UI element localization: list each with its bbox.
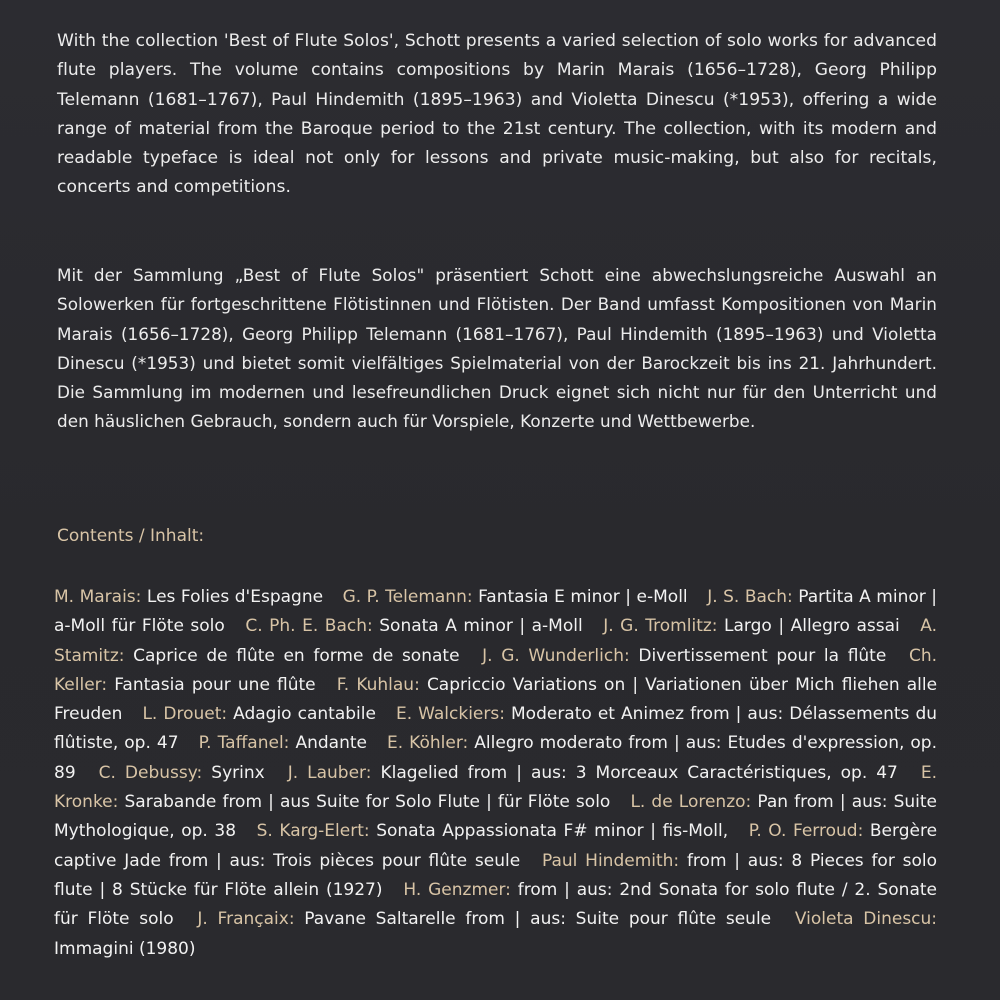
entry-composer: E. Köhler: bbox=[387, 733, 469, 754]
intro-german: Mit der Sammlung „Best of Flute Solos" präsentiert Schott eine abwechslungsreiche Auswahl an Solowerken für fortgeschrittene Flötistinnen und Flötisten. Der Band umfasst Kompositionen von Marin Marais (1656–1728), Georg Philipp Telemann (1681–1767), Paul Hindemith (1895–1963) und Violetta Dinescu (*1953) und bietet somit vielfältiges Spielmaterial von der Barockzeit bis ins 21. Jahrhundert. Die Sammlung im modernen und lesefreundlichen Druck eignet sich nicht nur für den Unterricht und den häuslichen Gebrauch, sondern auch für Vorspiele, Konzerte und Wettbewerbe. bbox=[57, 265, 937, 432]
entry-composer: E. Kronke: bbox=[54, 762, 938, 813]
entry-composer: L. de Lorenzo: bbox=[630, 792, 752, 813]
entry-work: Fantasia pour une flûte bbox=[114, 674, 316, 695]
entry-composer: J. S. Bach: bbox=[707, 587, 793, 607]
entry-composer: E. Walckiers: bbox=[395, 704, 505, 725]
entry-work: Capriccio Variations on | Variationen über Mich fliehen alle Freuden bbox=[54, 674, 938, 725]
entry-composer: J. G. Wunderlich: bbox=[482, 645, 630, 666]
entry-composer: P. Taffanel: bbox=[198, 733, 290, 754]
entry-work: Moderato et Animez from | aus: Délassements du flûtiste, op. 47 bbox=[54, 704, 938, 754]
contents-entry bbox=[199, 733, 367, 753]
entry-composer: J. G. Tromlitz: bbox=[603, 616, 718, 637]
entry-work: Klagelied from | aus: 3 Morceaux Caractéristiques, op. 47 bbox=[380, 762, 898, 783]
entry-composer: Ch. Keller: bbox=[54, 645, 938, 695]
contents-entry bbox=[482, 646, 886, 666]
contents-entry bbox=[142, 704, 375, 724]
contents-entry bbox=[197, 909, 771, 929]
entry-work: Andante bbox=[295, 733, 367, 754]
entry-composer: C. Ph. E. Bach: bbox=[245, 616, 373, 637]
entry-work: Fantasia E minor | e-Moll bbox=[478, 587, 688, 607]
entry-composer: Violeta Dinescu: bbox=[794, 909, 938, 930]
entry-work: Allegro moderato from | aus: Etudes d'expression, op. 89 bbox=[54, 733, 938, 783]
entry-work: Pavane Saltarelle from | aus: Suite pour flûte seule bbox=[304, 909, 772, 930]
entry-work: Sonata A minor | a-Moll bbox=[379, 616, 583, 637]
contents-heading: Contents / Inhalt: bbox=[57, 526, 205, 546]
entry-composer: J. Françaix: bbox=[197, 909, 295, 930]
entry-work: Syrinx bbox=[211, 762, 265, 783]
entry-work: from | aus: 2nd Sonata for solo flute / 2. Sonate für Flöte solo bbox=[54, 879, 937, 930]
entry-composer: A. Stamitz: bbox=[54, 616, 938, 666]
entry-composer: P. O. Ferroud: bbox=[748, 821, 864, 842]
entry-work: Adagio cantabile bbox=[233, 704, 376, 725]
entry-work: Les Folies d'Espagne bbox=[146, 587, 324, 607]
entry-work: Largo | Allegro assai bbox=[724, 616, 900, 637]
entry-composer: M. Marais: bbox=[54, 587, 142, 607]
contents-entry bbox=[54, 587, 323, 607]
entry-work: Sarabande from | aus Suite for Solo Flute | für Flöte solo bbox=[124, 792, 611, 813]
contents-entry bbox=[99, 763, 265, 783]
contents-list bbox=[54, 583, 937, 964]
entry-work: Pan from | aus: Suite Mythologique, op. 38 bbox=[54, 792, 937, 842]
entry-composer: Paul Hindemith: bbox=[541, 850, 680, 871]
entry-work: Bergère captive Jade from | aus: Trois pièces pour flûte seule bbox=[54, 821, 938, 871]
contents-entry bbox=[257, 821, 729, 841]
entry-composer: L. Drouet: bbox=[142, 704, 228, 725]
entry-work: Partita A minor | a-Moll für Flöte solo bbox=[54, 587, 937, 637]
entry-composer: C. Debussy: bbox=[98, 762, 203, 783]
entry-composer: S. Karg-Elert: bbox=[256, 821, 370, 842]
contents-entry bbox=[288, 763, 898, 783]
entry-composer: J. Lauber: bbox=[287, 762, 372, 783]
contents-entry bbox=[245, 616, 582, 636]
entry-work: Sonata Appassionata F# minor | fis-Moll, bbox=[376, 821, 729, 842]
entry-composer: H. Genzmer: bbox=[403, 879, 511, 900]
entry-composer: G. P. Telemann: bbox=[342, 587, 473, 607]
contents-entry bbox=[343, 587, 688, 607]
entry-work: Divertissement pour la flûte bbox=[638, 645, 887, 666]
entry-composer: F. Kuhlau: bbox=[336, 674, 420, 695]
entry-work: from | aus: 8 Pieces for solo flute | 8 Stücke für Flöte allein (1927) bbox=[54, 850, 937, 900]
entry-work: Immagini (1980) bbox=[54, 938, 196, 959]
entry-work: Caprice de flûte en forme de sonate bbox=[133, 645, 460, 666]
intro-english: With the collection 'Best of Flute Solos', Schott presents a varied selection of solo works for advanced flute players. The volume contains compositions by Marin Marais (1656–1728), Georg Philipp Telemann (1681–1767), Paul Hindemith (1895–1963) and Violetta Dinescu (*1953), offering a wide range of material from the Baroque period to the 21st century. The collection, with its modern and readable typeface is ideal not only for lessons and private music-making, but also for recitals, concerts and competitions. bbox=[57, 31, 937, 198]
contents-entry bbox=[603, 616, 900, 636]
